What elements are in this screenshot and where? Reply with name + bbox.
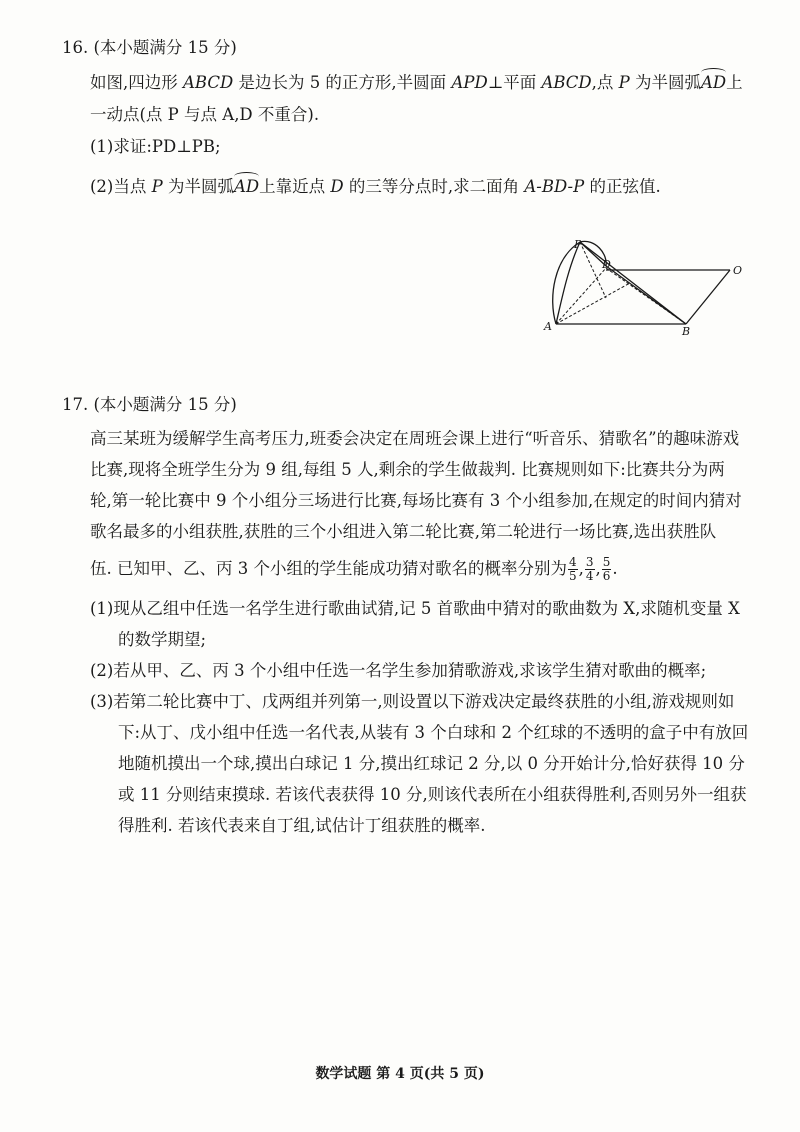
q16-part2 [90, 176, 661, 198]
denominator: 4 [585, 569, 594, 583]
q16-text: ⊥平面 [487, 73, 542, 92]
q16-line2: 一动点(点 P 与点 A,D 不重合). [90, 105, 320, 124]
q16-text: 为半圆弧 [162, 177, 234, 196]
q17-paragraph-line: 比赛,现将全班学生分为 9 组,每组 5 人,剩余的学生做裁判. 比赛规则如下:比赛共分为两 [90, 460, 725, 479]
q16-text: 是边长为 5 的正方形,半圆面 [233, 73, 452, 92]
q17-sub3-cont: 地随机摸出一个球,摸出白球记 1 分,摸出红球记 2 分,以 0 分开始计分,恰好获得 10 分 [118, 754, 745, 773]
q17-paragraph-line [90, 556, 618, 583]
q16-part1: (1)求证:PD⊥PB; [90, 137, 221, 156]
end-period: . [612, 559, 618, 578]
fraction-4-5 [568, 556, 578, 583]
geometry-figure [540, 238, 750, 338]
label-o: O [733, 264, 743, 277]
edge-bo [686, 270, 730, 324]
numerator: 3 [585, 555, 594, 569]
q17-paragraph-line: 轮,第一轮比赛中 9 个小组分三场进行比赛,每场比赛有 3 个小组参加,在规定的时间内猜对 [90, 491, 742, 510]
denominator: 6 [602, 569, 611, 583]
q17-sub1: (1)现从乙组中任选一名学生进行歌曲试猜,记 5 首歌曲中猜对的歌曲数为 X,求随机变量 X [90, 599, 740, 618]
page-footer: 数学试题 第 4 页(共 5 页) [315, 1066, 485, 1082]
q16-math: P [618, 73, 630, 92]
separator: , [595, 559, 601, 578]
dashed-a [556, 283, 630, 324]
q16-math: D [330, 177, 344, 196]
label-d: D [602, 258, 611, 271]
q17-text: 伍. 已知甲、乙、丙 3 个小组的学生能成功猜对歌名的概率分别为 [90, 559, 567, 578]
q16-text: 如图,四边形 [90, 73, 183, 92]
fraction-5-6 [602, 556, 612, 583]
arc-ad: AD [701, 73, 727, 92]
q16-text: 上 [726, 73, 743, 92]
semicircle-arc [553, 241, 607, 324]
q16-header: 16. (本小题满分 15 分) [62, 38, 237, 57]
separator: , [578, 559, 584, 578]
q16-text: 上靠近点 [259, 177, 331, 196]
label-p: P [574, 238, 582, 251]
fraction-3-4 [585, 556, 595, 583]
q17-header: 17. (本小题满分 15 分) [62, 395, 237, 414]
q17-sub1-cont: 的数学期望; [118, 630, 207, 649]
label-a: A [544, 320, 552, 333]
q16-line1 [90, 72, 743, 94]
q16-text: 为半圆弧 [629, 73, 702, 92]
label-b: B [682, 325, 691, 338]
q16-math: ABCD [541, 73, 592, 92]
q16-math: APD [451, 73, 488, 92]
q17-sub2: (2)若从甲、乙、丙 3 个小组中任选一名学生参加猜歌游戏,求该学生猜对歌曲的概率; [90, 661, 707, 680]
semicircle-inner [556, 242, 580, 324]
arc-ad: AD [233, 177, 260, 196]
q16-math: ABCD [183, 73, 234, 92]
numerator: 4 [568, 555, 577, 569]
q16-math: P [151, 177, 163, 196]
q16-text: ,点 [591, 73, 619, 92]
q17-sub3: (3)若第二轮比赛中丁、戊两组并列第一,则设置以下游戏决定最终获胜的小组,游戏规则如 [90, 692, 735, 711]
q17-paragraph-line: 高三某班为缓解学生高考压力,班委会决定在周班会课上进行“听音乐、猜歌名”的趣味游戏 [90, 429, 740, 448]
dashed-ad [556, 268, 606, 324]
q17-sub3-cont: 得胜利. 若该代表来自丁组,试估计丁组获胜的概率. [118, 816, 486, 835]
q16-text: (2)当点 [90, 177, 152, 196]
q17-sub3-cont: 下:从丁、戊小组中任选一名代表,从装有 3 个白球和 2 个红球的不透明的盒子中有放回 [118, 723, 749, 742]
q17-sub3-cont: 或 11 分则结束摸球. 若该代表获得 10 分,则该代表所在小组获得胜利,否则另外一组获 [118, 785, 747, 804]
q16-text: 的正弦值. [584, 177, 661, 196]
denominator: 5 [568, 569, 577, 583]
q16-math: A-BD-P [524, 177, 585, 196]
q16-text: 的三等分点时,求二面角 [343, 177, 525, 196]
q17-paragraph-line: 歌名最多的小组获胜,获胜的三个小组进入第二轮比赛,第二轮进行一场比赛,选出获胜队 [90, 522, 717, 541]
numerator: 5 [602, 555, 611, 569]
